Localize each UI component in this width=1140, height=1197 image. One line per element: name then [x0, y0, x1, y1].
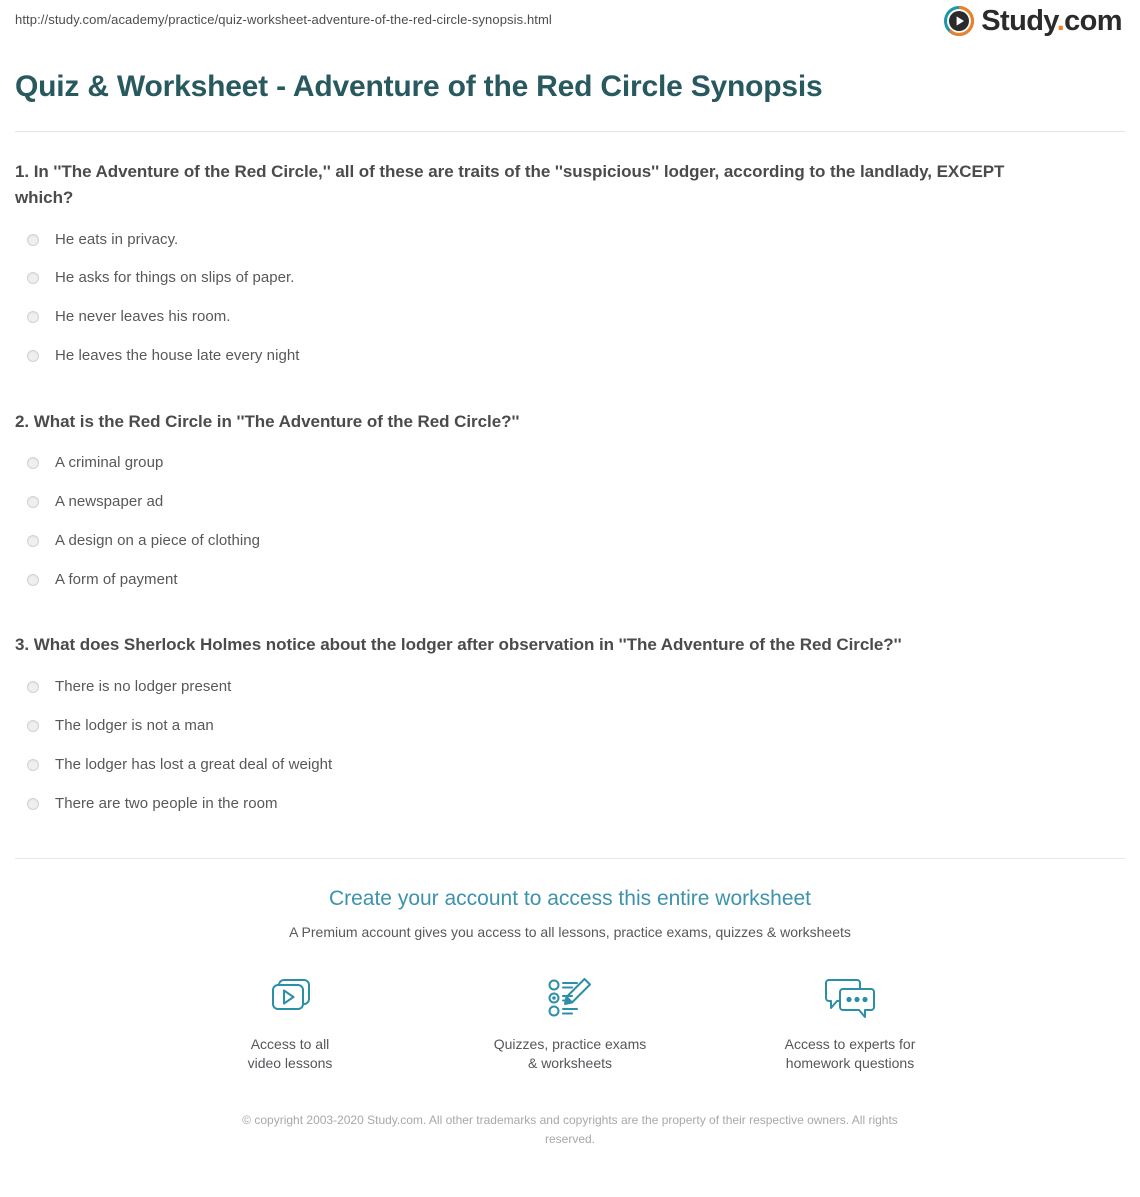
study-com-logo[interactable]	[944, 6, 1122, 36]
radio-button-icon[interactable]	[27, 798, 39, 810]
features-row	[15, 973, 1125, 1074]
play-circle-icon	[944, 6, 974, 36]
feature-label-line2: video lessons	[247, 1055, 333, 1072]
option-label: A newspaper ad	[55, 493, 164, 511]
option-label: He asks for things on slips of paper.	[55, 269, 295, 287]
option-row[interactable]	[15, 785, 1125, 824]
radio-button-icon[interactable]	[27, 720, 39, 732]
radio-button-icon[interactable]	[27, 457, 39, 469]
option-row[interactable]	[15, 444, 1125, 483]
page-title: Quiz & Worksheet - Adventure of the Red Circle Synopsis	[15, 70, 823, 103]
options-list	[15, 444, 1125, 599]
radio-button-icon[interactable]	[27, 535, 39, 547]
feature-label-line2: homework questions	[785, 1055, 915, 1072]
option-row[interactable]	[15, 298, 1125, 337]
option-row[interactable]	[15, 561, 1125, 600]
option-label: There is no lodger present	[55, 678, 232, 696]
option-row[interactable]	[15, 746, 1125, 785]
page-url: http://study.com/academy/practice/quiz-worksheet-adventure-of-the-red-circle-synopsis.html	[15, 12, 552, 27]
question-text: 2. What is the Red Circle in ''The Adventure of the Red Circle?''	[15, 411, 520, 431]
option-label: The lodger has lost a great deal of weight	[55, 755, 333, 773]
option-row[interactable]	[15, 259, 1125, 298]
logo-text-dot: .	[1056, 4, 1065, 37]
copyright-text: © copyright 2003-2020 Study.com. All other trademarks and copyrights are the property of their respective owners. All rights reserved.	[242, 1113, 898, 1147]
chat-bubbles-icon	[760, 973, 940, 1025]
radio-button-icon[interactable]	[27, 350, 39, 362]
radio-button-icon[interactable]	[27, 311, 39, 323]
option-row[interactable]	[15, 483, 1125, 522]
radio-button-icon[interactable]	[27, 496, 39, 508]
options-list	[15, 221, 1125, 376]
page-header	[15, 0, 1125, 52]
feature-label	[760, 1035, 940, 1074]
option-label: The lodger is not a man	[55, 717, 214, 735]
option-label: He never leaves his room.	[55, 308, 231, 326]
cta-subheading: A Premium account gives you access to all lessons, practice exams, quizzes & worksheets	[289, 923, 851, 940]
option-row[interactable]	[15, 337, 1125, 376]
option-label: A form of payment	[55, 570, 178, 588]
option-label: There are two people in the room	[55, 794, 278, 812]
option-row[interactable]	[15, 522, 1125, 561]
options-list	[15, 668, 1125, 823]
feature-label	[200, 1035, 380, 1074]
logo-wordmark	[981, 4, 1122, 37]
feature-label-line1: Access to all	[250, 1035, 330, 1052]
question-block	[15, 409, 1125, 600]
feature-label-line1: Access to experts for	[784, 1035, 916, 1052]
question-text: 3. What does Sherlock Holmes notice about the lodger after observation in ''The Adventure of the Red Circle?''	[15, 635, 902, 655]
radio-button-icon[interactable]	[27, 759, 39, 771]
option-label: A design on a piece of clothing	[55, 531, 261, 549]
feature-expert-help	[760, 973, 940, 1074]
option-row[interactable]	[15, 221, 1125, 260]
feature-label-line2: & worksheets	[527, 1055, 613, 1072]
cta-section	[15, 859, 1125, 940]
feature-video-lessons	[200, 973, 380, 1074]
cta-heading[interactable]: Create your account to access this entire worksheet	[328, 887, 812, 911]
quiz-pencil-icon	[480, 973, 660, 1025]
option-label: He eats in privacy.	[55, 230, 179, 248]
question-block	[15, 159, 1125, 376]
radio-button-icon[interactable]	[27, 681, 39, 693]
radio-button-icon[interactable]	[27, 272, 39, 284]
question-block	[15, 632, 1125, 823]
questions-list	[15, 132, 1125, 823]
radio-button-icon[interactable]	[27, 574, 39, 586]
feature-quizzes	[480, 973, 660, 1074]
video-lessons-icon	[200, 973, 380, 1025]
question-text: 1. In ''The Adventure of the Red Circle,'' all of these are traits of the ''suspicious'' lodger, according to the landlady, EXCEPT which?	[15, 162, 1005, 207]
logo-text-main: Study	[981, 4, 1057, 37]
logo-text-tld: com	[1064, 4, 1122, 37]
option-label: He leaves the house late every night	[55, 346, 300, 364]
option-row[interactable]	[15, 707, 1125, 746]
feature-label-line1: Quizzes, practice exams	[493, 1035, 647, 1052]
feature-label	[480, 1035, 660, 1074]
option-label: A criminal group	[55, 454, 164, 472]
radio-button-icon[interactable]	[27, 234, 39, 246]
option-row[interactable]	[15, 668, 1125, 707]
